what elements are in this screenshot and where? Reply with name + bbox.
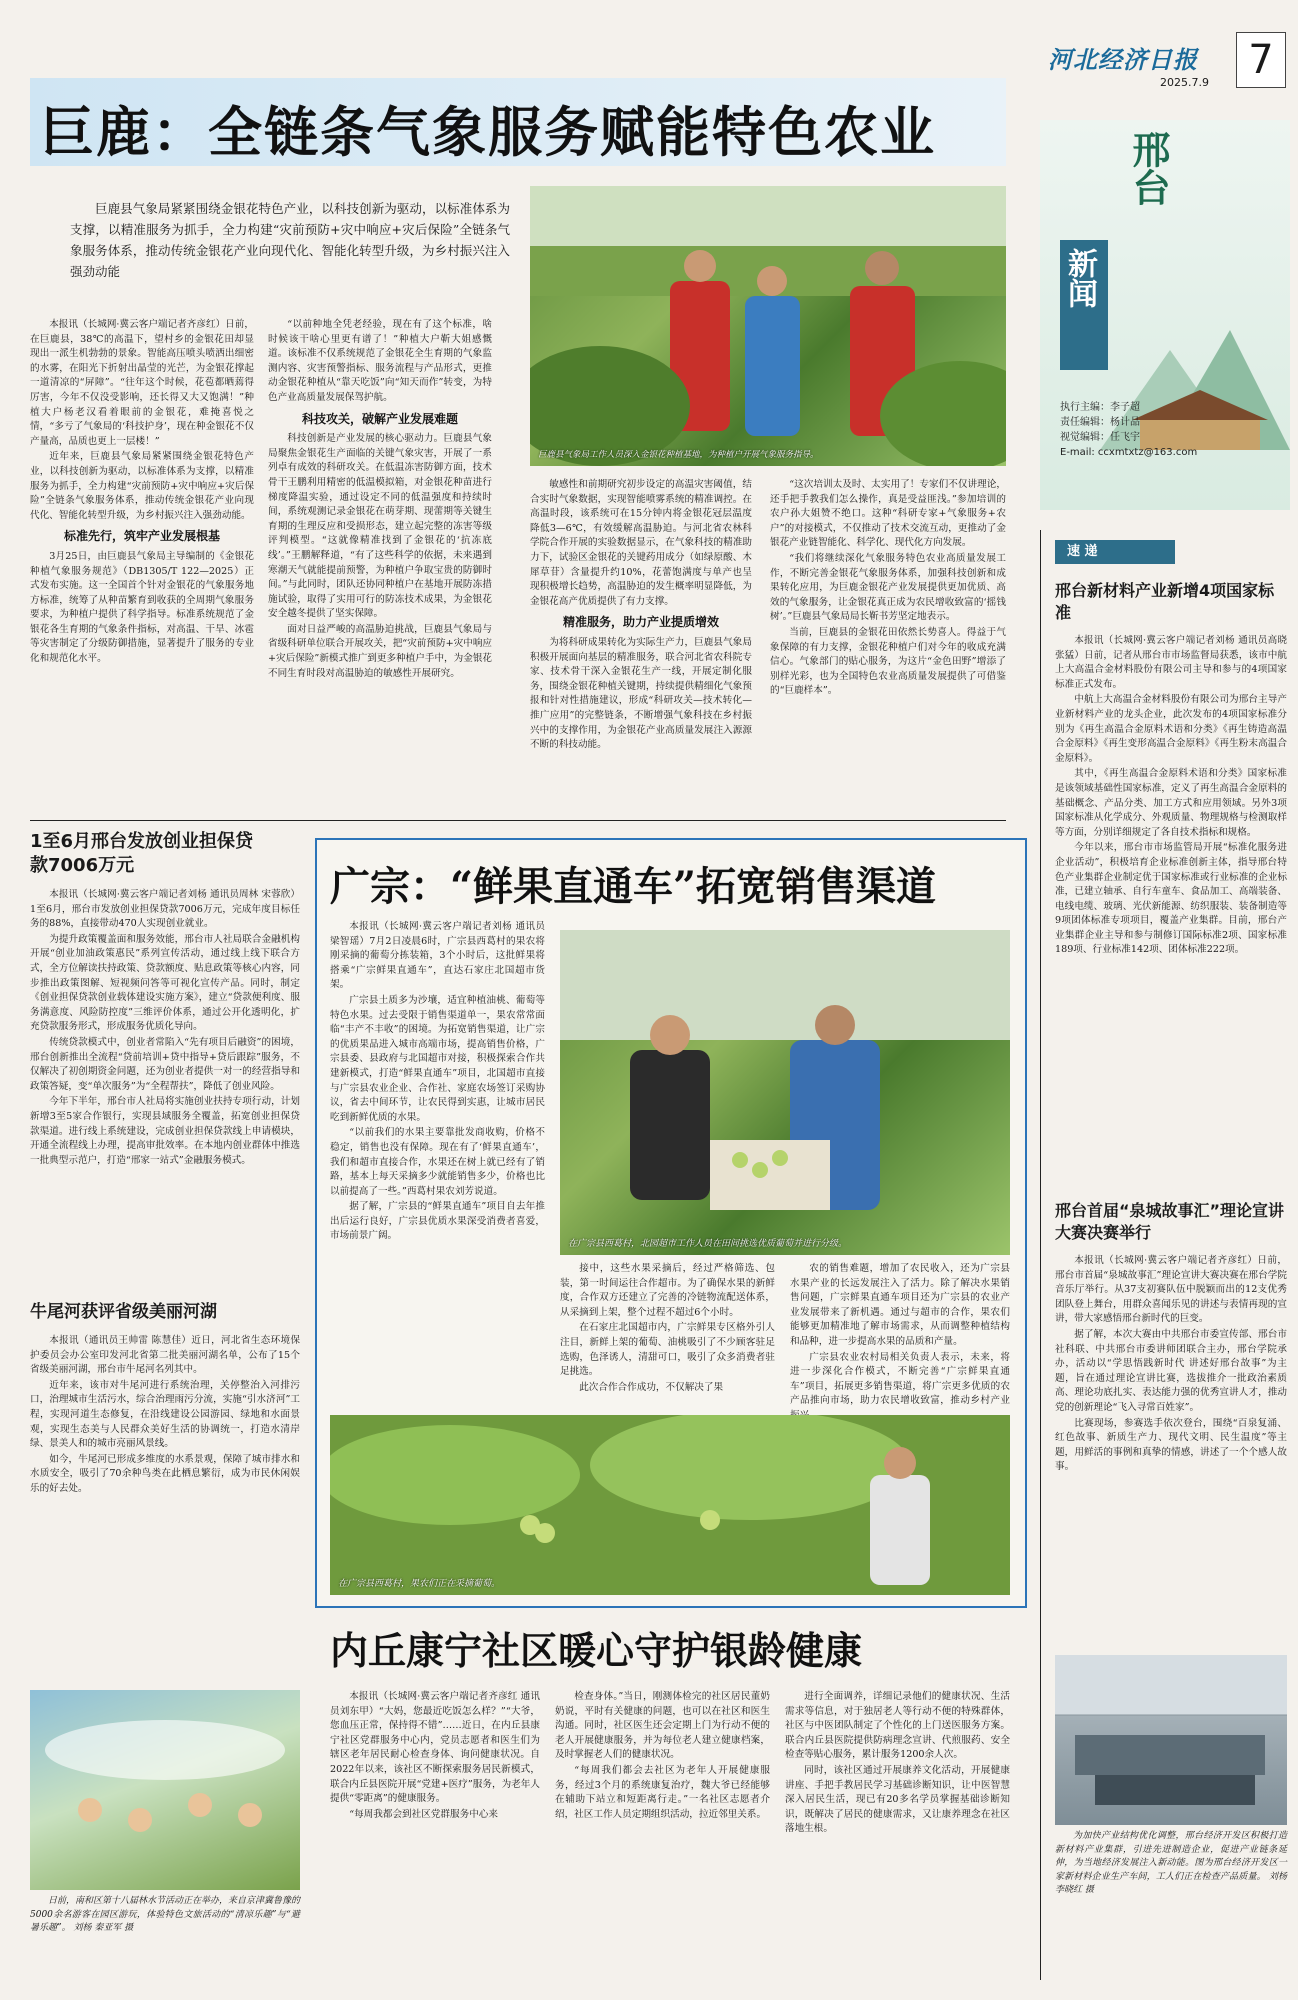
article1-para: 本报讯（长城网·冀云客户端记者齐彦红）日前，在巨鹿县，38℃的高温下，望村乡的金银花田却显现出一派生机勃勃的景象。智能高压喷头喷洒出细密的水雾，在阳光下折射出晶莹的光芒，为金银花撑起一道清凉的“屏障”。“往年这个时候，花苞都晒蔫得厉害，今年不仅没受影响，还长得又大又饱满！”种植大户杨老汉看着眼前的金银花，难掩喜悦之情，“多亏了气象局的‘科技护身’，现在种金银花不仅产量高，品质也更上一层楼！”: [30, 319, 254, 447]
vineyard-illustration: [330, 1415, 1010, 1595]
sidebar-para: 本报讯（长城网·冀云客户端记者齐彦红）日前，邢台市首届“泉城故事汇”理论宣讲大赛决赛在邢台学院音乐厅举行。从37支初赛队伍中脱颖而出的12支优秀团队登上舞台，用群众喜闻乐见的讲述与表情再现的宣讲，带大家感悟邢台新时代的巨变。: [1055, 1255, 1287, 1325]
page-number: 7: [1248, 37, 1274, 83]
article5-photo-2-caption: 在广宗县西葛村，果农们正在采摘葡萄。: [338, 1579, 501, 1589]
article2-para: 今年下半年，邢台市人社局将实施创业扶持专项行动，计划新增3至5家合作银行，实现县域服务全覆盖，拓宽创业担保贷款渠道。进行线上系统建设，完成创业担保贷款线上申请模块，开通全流程线上办理，提高审批效率。在本地内创业群体中推选一批典型示范户，打造“邢家一站式”金融服务模式。: [30, 1096, 300, 1166]
article6-headline: 内丘康宁社区暖心守护银龄健康: [330, 1628, 863, 1673]
article6-para: 同时，该社区通过开展康养文化活动，开展健康讲座、手把手教居民学习基础诊断知识，让中医智慧深入居民生活，现已有20多名学员掌握基础诊断知识，既解决了居民的健康需求，又让康养理念在社区落地生根。: [785, 1764, 1010, 1835]
article2-para: 本报讯（长城网·冀云客户端记者刘杨 通讯员周林 宋蓉欣）1至6月，邢台市发放创业担保贷款7006万元，完成年度目标任务的88%，直接带动470人实现创业就业。: [30, 889, 300, 930]
article5-para: 据了解，广宗县的“鲜果直通车”项目自去年推出后运行良好，广宗县优质水果深受消费者喜爱，市场前景广阔。: [330, 1201, 545, 1242]
article4-photo-caption: 日前，南和区第十八届林水节活动正在举办，来自京津冀鲁豫的5000余名游客在园区游玩，体验特色文旅活动的“清凉乐趣”与“避暑乐趣”。 刘杨 秦亚军 摄: [30, 1896, 301, 1933]
article5-column-1: [330, 920, 545, 1245]
article5-para: 广宗县农业农村局相关负责人表示，未来，将进一步深化合作模式，不断完善“广宗鲜果直通车”项目，拓展更多销售渠道，将广宗更多优质的农产品推向市场，助力农民增收致富，推动乡村产业: [790, 1351, 1010, 1407]
region-title: 邢台: [1126, 130, 1171, 206]
water-festival-illustration: [30, 1690, 300, 1890]
article1-para: “我们将继续深化气象服务特色农业高质量发展工作，不断完善金银花气象服务体系，加强科技创新和成果转化应用，为巨鹿金银花产业发展提供更加优质、高效的气象服务，让金银花真正成为农民增收致富的‘摇钱树’。”巨鹿县气象局局长靳书芳坚定地表示。: [770, 552, 1006, 623]
article5-para: 此次合作合作成功，不仅解决了果: [579, 1381, 724, 1393]
article1-column-2: [268, 318, 492, 682]
article1-para: “以前种地全凭老经验，现在有了这个标准，啥时候该干啥心里更有谱了！”种植大户靳大姐感慨道。该标准不仅系统规范了金银花全生育期的气象监测内容、灾害预警指标、服务流程与产品形式，更推动金银花种植从“靠天吃饭”向“知天而作”转变，为特色产业高质量发展保驾护航。: [268, 319, 492, 403]
article1-subhead: 标准先行，筑牢产业发展根基: [63, 529, 220, 544]
lead-text: 巨鹿县气象局紧紧围绕金银花特色产业，以科技创新为驱动，以标准体系为支撑，以精准服务为抓手，全力构建“灾前预防+灾中响应+灾后保险”全链条气象服务体系，推动传统金银花产业向现代化、智能化转型升级，为乡村振兴注入强劲动能: [70, 201, 510, 279]
article1-para: 当前，巨鹿县的金银花田依然长势喜人。得益于气象保障的有力支撑，金银花种植户们对今年的收成充满信心。气象部门的贴心服务，为这片“金色田野”增添了别样光彩，也为全国特色农业高质量发展提供了可借鉴的“巨鹿样本”。: [770, 626, 1006, 697]
article2-para: 为提升政策覆盖面和服务效能，邢台市人社局联合金融机构开展“创业加油政策惠民”系列宣传活动，通过线上线下联合方式，全方位解读扶持政策、贷款额度、贴息政策等核心内容，同步推出政策图解、短视频问答等可视化宣传产品。同时，制定《创业担保贷款创业载体建设实施方案》，建立“贷款便利度、服务满意度、风险防控度”三维评价体系，通过公开化透明化，扩充贷款服务形式，形成服务优质化导向。: [30, 933, 300, 1033]
article5-headline: 广宗：“鲜果直通车”拓宽销售渠道: [330, 863, 937, 910]
sidebar-photo-caption: 为加快产业结构优化调整，邢台经济开发区积极打造新材料产业集群，引进先进制造企业，促进产业链条延伸，为当地经济发展注入新动能。图为邢台经济开发区一家新材料企业生产车间，工人们正在检查产品质量。 刘杨 李晓红 摄: [1055, 1831, 1287, 1895]
article6-column-3: [785, 1690, 1010, 1838]
article6-para: “每周我都会到社区党群服务中心来: [349, 1808, 498, 1820]
article1-para: 3月25日，由巨鹿县气象局主导编制的《金银花种植气象服务规范》（DB1305/T 122—2025）正式发布实施。这一全国首个针对金银花的气象服务地方标准，统筹了从种苗繁育到收获的全周期气象服务要求，为种植户提供了科学指导。标准系统规范了金银花各生育期的气象条件指标，对高温、干旱、冰雹等灾害制定了分级防御措施，显著提升了服务的专业化和规范化水平。: [30, 550, 254, 665]
sidebar-divider: [1040, 530, 1041, 1980]
article4-caption-box: [30, 1895, 300, 1937]
paper-name: 河北经济日报: [1048, 45, 1198, 74]
article1-para: 近年来，巨鹿县气象局紧紧围绕金银花特色产业，以科技创新为驱动，以标准体系为支撑，以精准服务为抓手，全力构建“灾前预防+灾中响应+灾后保险”全链条气象服务体系，推动传统金银花产业向现代化、智能化转型升级，为乡村振兴注入强劲动能。: [30, 451, 254, 521]
article3-para: 如今，牛尾河已形成多维度的水系景观，保障了城市排水和水质安全，吸引了70余种鸟类在此栖息繁衍，成为市民休闲娱乐的好去处。: [30, 1453, 300, 1494]
article5-para: 在石家庄北国超市内，广宗鲜果专区格外引人注目，新鲜上架的葡萄、油桃吸引了不少顾客驻足选购，色泽诱人，清甜可口，吸引了众多消费者驻足挑选。: [560, 1322, 775, 1378]
sidebar-para: 比赛现场，参赛选手依次登台，围绕“百泉复涌、红色故事、新质生产力、现代文明、民生温度”等主题，用鲜活的事例和真挚的情感，讲述了一个个感人故事。: [1055, 1417, 1287, 1473]
sidebar-photo: [1055, 1655, 1287, 1825]
express-label: 速 递: [1055, 540, 1175, 564]
article6-para: 进行全面调养，详细记录他们的健康状况、生活需求等信息，对于独居老人等行动不便的特殊群体，社区与中医团队制定了个性化的上门送医服务方案。联合内丘县医院提供防病理念宣讲、代煎服药、安全检查等贴心服务，累计服务1200余人次。: [785, 1691, 1010, 1761]
sidebar-article-2-headline: 邢台首届“泉城故事汇”理论宣讲大赛决赛举行: [1055, 1201, 1285, 1242]
article1-para: 面对日益严峻的高温胁迫挑战，巨鹿县气象局与省级科研单位联合开展攻关，把“灾前预防+灾中响应+灾后保险”新模式推广到更多种植户手中，为金银花不同生育时段对高温胁迫的敏感性开展研究。: [268, 623, 493, 679]
issue-date: 2025.7.9: [1160, 76, 1209, 89]
article3: [30, 1300, 300, 1498]
contact-email: E-mail: ccxmtxtz@163.com: [1060, 447, 1198, 458]
sidebar-para: 据了解，本次大赛由中共邢台市委宣传部、邢台市社科联、中共邢台市委讲师团联合主办，邢台学院承办，活动以“学思悟践新时代 讲述好邢台故事”为主题，旨在通过理论宣讲比赛，选拔推介一批政治素质高、理论功底扎实、表达能力强的优秀宣讲人才，推动党的创新理论“飞入寻常百姓家”。: [1055, 1328, 1287, 1413]
article5-para: 接中，这些水果采摘后，经过严格筛选、包装，第一时间运往合作超市。为了确保水果的新鲜度，合作双方还建立了完善的冷链物流配送体系，从采摘到上架，整个过程不超过6个小时。: [560, 1263, 775, 1318]
article4-photo: [30, 1690, 300, 1890]
article5-column-3: [790, 1262, 1010, 1425]
article5-para: 广宗县土质多为沙壤，适宜种植油桃、葡萄等特色水果。过去受限于销售渠道单一，果农常常面临“丰产不丰收”的困境。为拓宽销售渠道，让广宗的优质果品进入城市高端市场，提高销售价格，广宗县委、县政府与北国超市对接，积极探索合作共建新模式，打造“鲜果直通车”项目，北国超市直接与广宗县农业企业、合作社、家庭农场签订采购协议，省去中间环节，让农民得到实惠，让城市居民吃到新鲜优质的水果。: [330, 994, 545, 1123]
masthead: [1040, 30, 1290, 90]
article2: [30, 830, 300, 1169]
article5-para: “以前我们的水果主要靠批发商收购，价格不稳定，销售也没有保障。现在有了‘鲜果直通车’，我们和超市直接合作，水果还在树上就已经有了销路，基本上每天采摘多少就能销售多少，价格也比以前提高了一些。”西葛村果农刘芳说道。: [330, 1127, 545, 1197]
article1-para: 为将科研成果转化为实际生产力，巨鹿县气象局积极开展面向基层的精准服务，联合河北省农科院专家、技术骨干深入金银花生产一线，开展定制化服务，围绕金银花种植关键期，持续提供精细化气象预报和针对性措施建议，形成“科研攻关—技术转化—推广应用”的完整链条，不断增强气象科技在乡村振兴中的支撑作用，为金银花产业高质量发展注入源源不断的科技动能。: [530, 636, 752, 751]
article1-column-3: [530, 478, 752, 754]
article3-headline: 牛尾河获评省级美丽河湖: [30, 1302, 217, 1322]
duty-editor: 责任编辑：杨计品: [1060, 417, 1140, 428]
editor-credit: [1060, 400, 1197, 460]
sidebar-article-1-headline: 邢台新材料产业新增4项国家标准: [1055, 581, 1275, 622]
article2-para: 传统贷款模式中，创业者常陷入“先有项目后融资”的困境，邢台创新推出全流程“贷前培训+贷中指导+贷后跟踪”服务，不仅解决了初创期资金问题，还为创业者提供一对一的经营指导和政策答疑，变“单次服务”为“全程帮扶”，降低了创业风险。: [30, 1036, 300, 1092]
article6-para: 检查身体。”当日，刚测体检完的社区居民董奶奶说，平时有关健康的问题，也可以在社区和医生沟通。同时，社区医生还会定期上门为行动不便的老人开展健康服务，并为每位老人建立健康档案，及时掌握老人们的健康状况。: [555, 1691, 770, 1761]
article5-photo-1: [560, 930, 1010, 1255]
sidebar-para: 本报讯（长城网·冀云客户端记者刘杨 通讯员高晓 张猛）日前，记者从邢台市市场监督局获悉，该市中航上大高温合金材料股份有限公司主导和参与的4项国家标准正式发布。: [1055, 635, 1287, 690]
article3-para: 本报讯（通讯员王帅雷 陈慧佳）近日，河北省生态环境保护委员会办公室印发河北省第二批美丽河湖名单，公布了15个省级美丽河湖，邢台市牛尾河名列其中。: [30, 1335, 300, 1376]
article1-headline: 巨鹿：全链条气象服务赋能特色农业: [40, 100, 936, 164]
section-name: 新闻: [1062, 248, 1097, 308]
article1-column-4: [770, 478, 1006, 700]
article3-para: 近年来，该市对牛尾河进行系统治理，关停整治入河排污口，治理城市生活污水，综合治理雨污分流，实施“引水济河”工程，实现河道生态修复，在沿线建设公园游园、绿地和水面景观，实现生态美与人民群众美好生活的协调统一，打造水清岸绿、景美人和的城市亮丽风景线。: [30, 1379, 300, 1450]
farm-scene-illustration: [530, 186, 1006, 466]
sidebar-para: 中航上大高温合金材料股份有限公司为邢台主导产业新材料产业的龙头企业，此次发布的4项国家标准分别为《再生高温合金原料术语和分类》《再生铸造高温合金原料》《再生变形高温合金原料》《再生粉末高温合金原料》。: [1055, 694, 1287, 764]
article1-para: “这次培训太及时、太实用了！专家们不仅讲理论，还手把手教我们怎么操作，真是受益匪浅。”参加培训的农户孙大姐赞不绝口。这种“科研专家+气象服务+农户”的对接模式，不仅推动了技术交流互动，更推动了金银花产业链智能化、科学化、现代化方向发展。: [770, 479, 1006, 549]
article1-subhead: 科技攻关，破解产业发展难题: [301, 411, 458, 426]
article5-photo-2: [330, 1415, 1010, 1595]
factory-illustration: [1055, 1655, 1287, 1825]
article2-headline: 1至6月邢台发放创业担保贷款7006万元: [30, 831, 254, 876]
section-divider: [30, 820, 1006, 821]
visual-editor: 视觉编辑：任飞宇: [1060, 432, 1140, 443]
article5-column-2: [560, 1262, 775, 1396]
section-header: [1040, 120, 1290, 510]
article1-photo-caption: 巨鹿县气象局工作人员深入金银花种植基地，为种植户开展气象服务指导。: [538, 450, 819, 460]
grape-harvest-illustration: [560, 930, 1010, 1255]
article6-column-2: [555, 1690, 770, 1823]
article1-subhead: 精准服务，助力产业提质增效: [562, 615, 719, 630]
sidebar-para: 今年以来，邢台市市场监管局开展“标准化服务进企业活动”，积极培育企业标准创新主体，指导邢台特色产业集群企业制定优于国家标准或行业标准的企业标准，已建立轴承、自行车童车、食品加工、高端装备、电线电缆、玻璃、光伏新能源、纺织服装、装备制造等9项团体标准专项项目，覆盖产业集群。目前，邢台产业集群企业主导和参与制修订国际标准2项、国家标准189项、行业标准142项、团体标准222项。: [1055, 842, 1287, 956]
sidebar-article-2: [1055, 1200, 1287, 1476]
article1-column-1: [30, 318, 254, 668]
article1-para: 敏感性和前期研究初步设定的高温灾害阈值，结合实时气象数据，实现智能喷雾系统的精准调控。在高温时段，该系统可在15分钟内将金银花冠层温度降低3—6℃，有效缓解高温胁迫。与河北省农林科学院合作开展的实验数据显示，在气象科技的精准助力下，试验区金银花的关键药用成分（如绿原酸、木犀草苷）含量提升约10%，花蕾饱满度与单产也呈现积极增长趋势，高温胁迫的发生概率明显降低，为金银花高产优质提供了有力支撑。: [530, 479, 752, 607]
article1-lead: [70, 198, 510, 283]
article6-column-1: [330, 1690, 540, 1823]
sidebar-photo-caption-box: [1055, 1830, 1287, 1899]
article5-para: 本报讯（长城网·冀云客户端记者刘杨 通讯员梁智瑶）7月2日凌晨6时，广宗县西葛村的果农将刚采摘的葡萄分拣装箱，3个小时后，这批鲜果将搭乘“广宗鲜果直通车”，直达石家庄北国超市货架。: [330, 921, 545, 991]
article6-para: “每周我们都会去社区为老年人开展健康服务，经过3个月的系统康复治疗，魏大爷已经能够在辅助下站立和短距离行走。”一名社区志愿者介绍，社区工作人员定期组织活动，拉近邻里关系。: [555, 1764, 770, 1820]
article6-para: 本报讯（长城网·冀云客户端记者齐彦红 通讯员刘东甲）“大妈，您最近吃饭怎么样？”“大爷，您血压正常，保持得不错”……近日，在内丘县康宁社区党群服务中心内，党员志愿者和医生们为辖区老年居民耐心检查身体、询问健康状况。自2022年以来，该社区不断探索服务居民新模式，联合内丘县医院开展“党建+医疗”服务，为老年人提供“零距离”的健康服务。: [330, 1691, 540, 1805]
article1-para: 科技创新是产业发展的核心驱动力。巨鹿县气象局聚焦金银花生产面临的关键气象灾害，开展了一系列卓有成效的科研攻关。在低温冻害防御方面，技术骨干王鹏利用精密的低温模拟箱，对金银花种苗进行梯度降温实验，通过设定不同的低温强度和持续时间，系统观测记录金银花在萌芽期、现蕾期等关键生育期的生理反应和受损形态，建立起完整的冻害等级评判模型。“这就像精准找到了金银花的‘抗冻底线’。”王鹏解释道，“有了这些科学的依据，未来遇到寒潮天气就能提前预警，为种植户争取宝贵的防御时间。”与此同时，团队还协同种植户在基地开展防冻措施试验，取得了实用可行的防冻技术成果，为金银花安全越冬提供了坚实保障。: [268, 433, 492, 620]
executive-editor: 执行主编：李子超: [1060, 402, 1140, 413]
article5-photo-1-caption: 在广宗县西葛村，北园超市工作人员在田间挑选优质葡萄并进行分级。: [568, 1239, 848, 1249]
sidebar-para: 其中，《再生高温合金原料术语和分类》国家标准是该领域基础性国家标准，定义了再生高温合金原料的基础概念、产品分类、加工方式和应用领域。另外3项国家标准从化学成分、外观质量、物理规格与检测取样等方面，分别详细规定了各自技术指标和规格。: [1055, 768, 1287, 838]
article1-main-photo: [530, 186, 1006, 466]
sidebar-article-1: [1055, 580, 1287, 959]
article5-para: 农的销售难题，增加了农民收入，还为广宗县水果产业的长远发展注入了活力。除了解决水果销售问题，广宗鲜果直通车项目还为广宗县的农业产业发展带来了新机遇。通过与超市的合作，果农们能够更加精准地了解市场需求，从而调整种植结构和品种，进一步提高水果的品质和产量。: [790, 1263, 1010, 1347]
